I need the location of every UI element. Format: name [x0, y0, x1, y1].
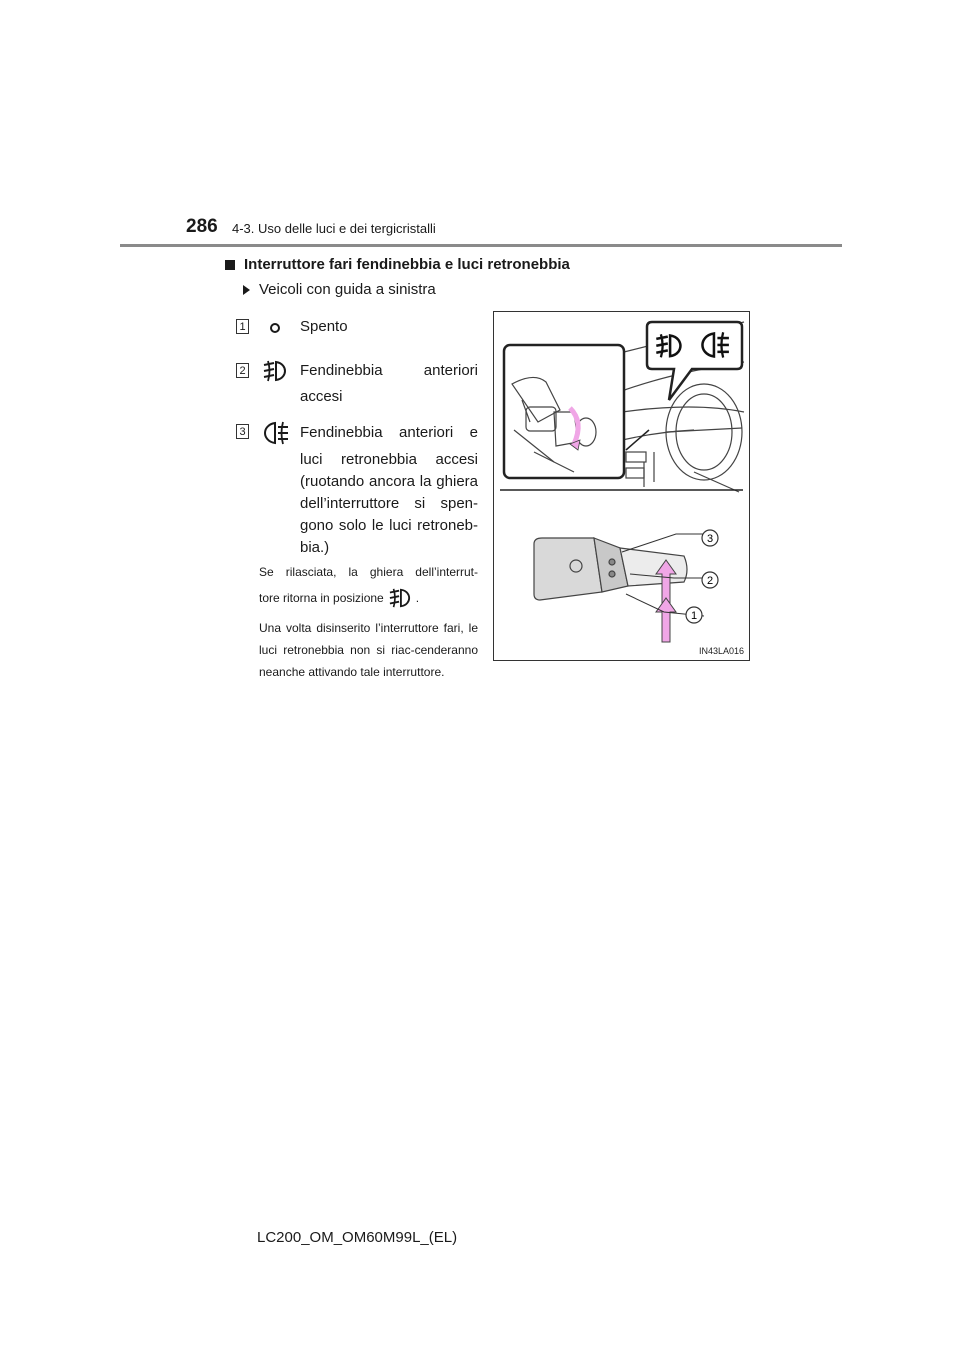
item-1-label: Spento	[300, 318, 348, 335]
header-divider	[120, 244, 842, 247]
item-number-3: 3	[236, 424, 249, 439]
square-bullet-icon	[225, 260, 235, 270]
section-title: 4-3. Uso delle luci e dei tergicristalli	[232, 221, 436, 236]
page-number: 286	[186, 216, 218, 237]
footer-doc-id: LC200_OM_OM60M99L_(EL)	[257, 1229, 458, 1246]
subheading	[243, 281, 436, 298]
note-1-line2	[259, 587, 419, 609]
note-1-period: .	[415, 591, 420, 605]
section-heading	[225, 256, 570, 273]
triangle-bullet-icon	[243, 285, 250, 295]
fog-switch-illustration	[494, 312, 749, 660]
figure-code: IN43LA016	[698, 646, 744, 656]
front-fog-light-icon	[388, 587, 412, 609]
item-number-2: 2	[236, 363, 249, 378]
item-number-1: 1	[236, 319, 249, 334]
off-circle-icon	[268, 321, 282, 335]
rear-fog-light-icon	[262, 420, 290, 446]
note-2: Una volta disinserito l’interruttore fari, le luci retronebbia non si riac-cenderanno neanche attivando tale interruttore.	[259, 621, 478, 679]
callout-2: 2	[706, 575, 714, 587]
item-2-label-line1: Fendinebbia anteriori	[300, 362, 478, 379]
note-1-text: tore ritorna in posizione	[259, 591, 384, 605]
heading-text: Interruttore fari fendinebbia e luci retronebbia	[244, 256, 570, 273]
front-fog-light-icon	[262, 359, 288, 383]
item-3-label-line1: Fendinebbia anteriori e	[300, 424, 478, 441]
item-2-label-rest: accesi	[300, 388, 343, 405]
item-3-label-rest: luci retronebbia accesi (ruotando ancora la ghiera dell’interruttore si spen-gono solo le luci retroneb-bia.)	[300, 451, 478, 556]
callout-3: 3	[706, 533, 714, 545]
subheading-text: Veicoli con guida a sinistra	[259, 281, 436, 298]
illustration-figure	[493, 311, 750, 661]
note-1-line1: Se rilasciata, la ghiera dell’interrut-	[259, 565, 478, 579]
callout-bubble	[647, 322, 742, 400]
callout-1: 1	[690, 610, 698, 622]
